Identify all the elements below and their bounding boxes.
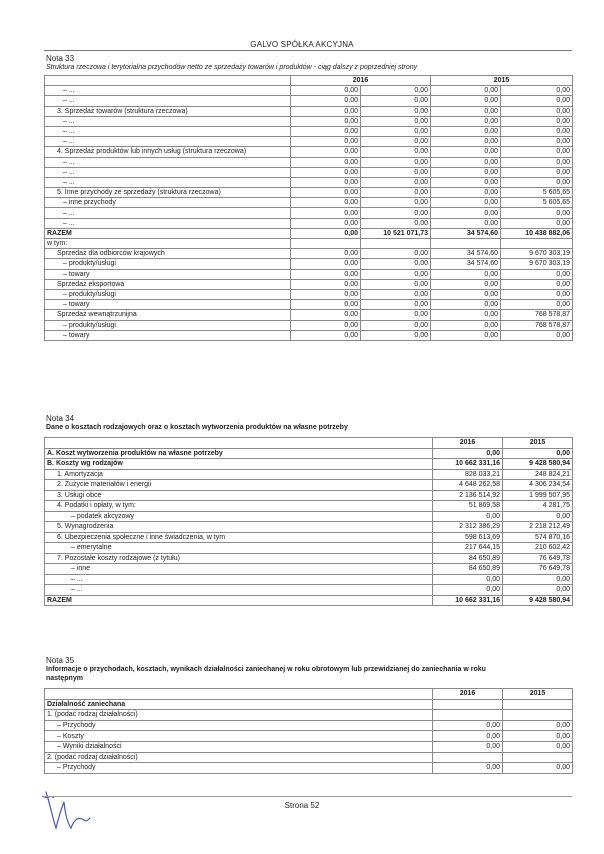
nota35-row (45, 731, 573, 742)
row-value: 0,00 (433, 574, 503, 585)
row-value: 0,00 (361, 320, 431, 330)
row-value: 0,00 (503, 731, 573, 742)
row-value: 4 281,75 (503, 501, 573, 512)
nota34-row (45, 574, 573, 585)
row-value (433, 710, 503, 721)
nota35-description-line2: następnym (46, 675, 83, 682)
row-label: – produkty/usługi (45, 259, 291, 269)
row-value: 0,00 (501, 147, 573, 157)
row-value: 0,00 (503, 585, 573, 596)
row-value: 10 438 882,06 (501, 228, 573, 238)
nota34-row (45, 522, 573, 533)
row-value: 5 605,65 (501, 188, 573, 198)
row-label: 6. Ubezpieczenia społeczne i inne świadczenia, w tym (45, 532, 433, 543)
row-label: RAZEM (45, 228, 291, 238)
row-value: 0,00 (503, 763, 573, 774)
row-label: – ... (45, 116, 291, 126)
row-value: 0,00 (361, 198, 431, 208)
row-value: 0,00 (361, 259, 431, 269)
row-label: – emerytalne (45, 543, 433, 554)
row-value: 0,00 (361, 300, 431, 310)
row-value: 0,00 (291, 96, 361, 106)
row-label: – towary (45, 330, 291, 340)
row-label: – Wyniki działalności (45, 741, 433, 752)
nota35-table (44, 688, 573, 774)
nota33-row (45, 330, 573, 340)
row-value (361, 239, 431, 249)
nota33-row (45, 86, 573, 96)
row-value: 0,00 (503, 741, 573, 752)
row-value: 0,00 (361, 106, 431, 116)
nota33-row (45, 218, 573, 228)
nota33-row (45, 116, 573, 126)
row-label: RAZEM (45, 595, 433, 606)
row-value: 4 306 234,54 (503, 480, 573, 491)
row-value: 0,00 (501, 137, 573, 147)
row-value: 0,00 (433, 511, 503, 522)
row-value: 0,00 (433, 741, 503, 752)
row-value: 0,00 (361, 218, 431, 228)
nota35-row (45, 710, 573, 721)
row-value: 0,00 (433, 731, 503, 742)
nota33-year2: 2015 (431, 76, 573, 86)
row-label: – towary (45, 269, 291, 279)
row-value: 2 218 212,49 (503, 522, 573, 533)
nota33-row (45, 289, 573, 299)
row-value: 0,00 (501, 167, 573, 177)
page-number: Strona 52 (284, 801, 320, 810)
nota34-row (45, 595, 573, 606)
row-value: 0,00 (503, 720, 573, 731)
nota33-header-blank (45, 76, 291, 86)
row-value: 0,00 (291, 167, 361, 177)
row-label: – ... (45, 574, 433, 585)
row-value: 0,00 (433, 763, 503, 774)
row-value: 0,00 (361, 177, 431, 187)
nota35-title: Nota 35 (46, 656, 75, 665)
row-value: 0,00 (501, 269, 573, 279)
row-value: 0,00 (501, 96, 573, 106)
row-value: 0,00 (291, 269, 361, 279)
row-value: 0,00 (503, 511, 573, 522)
row-value: 574 870,16 (503, 532, 573, 543)
row-value: 0,00 (291, 188, 361, 198)
nota34-row (45, 480, 573, 491)
row-value: 0,00 (291, 106, 361, 116)
row-label: 4. Sprzedaż produktów lub innych usług (struktura rzeczowa) (45, 147, 291, 157)
row-label: – ... (45, 96, 291, 106)
nota33-row (45, 228, 573, 238)
nota33-row (45, 167, 573, 177)
row-value: 9 428 580,94 (503, 595, 573, 606)
row-label: – Przychody (45, 763, 433, 774)
row-value: 0,00 (433, 720, 503, 731)
row-value: 0,00 (431, 116, 501, 126)
row-value: 0,00 (361, 157, 431, 167)
row-value: 0,00 (361, 96, 431, 106)
row-value: 0,00 (501, 86, 573, 96)
row-value: 0,00 (431, 320, 501, 330)
row-value: 9 670 303,19 (501, 249, 573, 259)
row-value (501, 239, 573, 249)
nota35-description-line1: Informacje o przychodach, kosztach, wynikach działalności zaniechanej w roku obrotowym lub przewidzianej do zaniechania w roku (46, 666, 486, 673)
nota33-row (45, 157, 573, 167)
nota33-row (45, 96, 573, 106)
nota35-year2: 2015 (503, 689, 573, 700)
nota33-row (45, 249, 573, 259)
row-value: 0,00 (361, 249, 431, 259)
nota33-row (45, 147, 573, 157)
nota35-header-row (45, 689, 573, 700)
nota33-year1: 2016 (291, 76, 431, 86)
row-value: 5 605,65 (501, 198, 573, 208)
row-value: 0,00 (291, 86, 361, 96)
row-label: Działalność zaniechana (45, 699, 433, 710)
row-label: 1. Amortyzacja (45, 469, 433, 480)
nota35-row (45, 741, 573, 752)
row-value: 0,00 (501, 279, 573, 289)
row-label: – ... (45, 157, 291, 167)
row-value: 768 578,87 (501, 310, 573, 320)
row-label: 3. Usługi obce (45, 490, 433, 501)
nota34-title: Nota 34 (46, 414, 75, 423)
row-value: 768 578,87 (501, 320, 573, 330)
nota34-year2: 2015 (503, 438, 573, 449)
nota33-row (45, 259, 573, 269)
row-label: – ... (45, 126, 291, 136)
row-value: 0,00 (431, 289, 501, 299)
row-value: 0,00 (431, 126, 501, 136)
row-value: 0,00 (501, 218, 573, 228)
nota34-table (44, 437, 573, 606)
row-value: 0,00 (291, 177, 361, 187)
row-value: 0,00 (291, 289, 361, 299)
row-label: – produkty/usługi (45, 289, 291, 299)
row-value: 84 650,89 (433, 564, 503, 575)
row-value: 0,00 (291, 137, 361, 147)
row-value: 248 824,21 (503, 469, 573, 480)
nota35-row (45, 720, 573, 731)
row-label: – produkty/usługi (45, 320, 291, 330)
row-value: 0,00 (291, 249, 361, 259)
row-value: 51 869,58 (433, 501, 503, 512)
row-label: – Przychody (45, 720, 433, 731)
row-label: 2. (podać rodzaj działalności) (45, 752, 433, 763)
row-value: 0,00 (501, 330, 573, 340)
row-value: 0,00 (501, 300, 573, 310)
row-value: 0,00 (361, 86, 431, 96)
nota34-row (45, 459, 573, 470)
row-value: 0,00 (291, 218, 361, 228)
row-value: 0,00 (431, 167, 501, 177)
nota34-row (45, 501, 573, 512)
nota34-row (45, 564, 573, 575)
nota33-row (45, 269, 573, 279)
row-value: 828 033,21 (433, 469, 503, 480)
row-label: – ... (45, 585, 433, 596)
row-value: 0,00 (291, 116, 361, 126)
row-value: 0,00 (431, 96, 501, 106)
row-value (503, 699, 573, 710)
row-label: – ... (45, 137, 291, 147)
row-label: – ... (45, 86, 291, 96)
row-value: 0,00 (503, 448, 573, 459)
row-value: 76 649,78 (503, 553, 573, 564)
row-value: 34 574,60 (431, 249, 501, 259)
row-value: 0,00 (431, 188, 501, 198)
nota34-year1: 2016 (433, 438, 503, 449)
row-value: 0,00 (431, 147, 501, 157)
row-label: 1. (podać rodzaj działalności) (45, 710, 433, 721)
nota33-row (45, 137, 573, 147)
row-value: 0,00 (501, 116, 573, 126)
row-value: 9 428 580,94 (503, 459, 573, 470)
nota34-row (45, 511, 573, 522)
row-label: 4. Podatki i opłaty, w tym: (45, 501, 433, 512)
row-value (433, 699, 503, 710)
nota33-row (45, 198, 573, 208)
row-value: 0,00 (361, 126, 431, 136)
row-label: w tym: (45, 239, 291, 249)
row-value: 0,00 (291, 330, 361, 340)
row-value: 0,00 (291, 310, 361, 320)
nota33-row (45, 106, 573, 116)
row-label: 2. Zużycie materiałów i energii (45, 480, 433, 491)
nota34-row (45, 553, 573, 564)
row-value: 0,00 (361, 116, 431, 126)
row-value: 34 574,60 (431, 228, 501, 238)
row-label: – towary (45, 300, 291, 310)
nota35-header-blank (45, 689, 433, 700)
row-label: – inne (45, 564, 433, 575)
nota33-description: Struktura rzeczowa i terytorialna przychodów netto ze sprzedaży towarów i produktów - ciąg dalszy z poprzedniej strony (46, 64, 418, 71)
nota33-row (45, 126, 573, 136)
nota34-header-blank (45, 438, 433, 449)
row-label: – inne przychody (45, 198, 291, 208)
row-value: 0,00 (291, 259, 361, 269)
row-value: 0,00 (291, 157, 361, 167)
row-value: 9 670 303,19 (501, 259, 573, 269)
row-value: 0,00 (291, 208, 361, 218)
row-value: 10 662 331,16 (433, 459, 503, 470)
row-value: 0,00 (431, 177, 501, 187)
nota34-row (45, 490, 573, 501)
footer-divider (44, 796, 572, 797)
header-divider (44, 50, 572, 51)
row-value: 0,00 (291, 147, 361, 157)
nota33-row (45, 188, 573, 198)
row-value (431, 239, 501, 249)
row-value: 0,00 (291, 300, 361, 310)
row-value: 1 999 507,95 (503, 490, 573, 501)
row-value: 0,00 (501, 177, 573, 187)
nota34-description: Dane o kosztach rodzajowych oraz o kosztach wytworzenia produktów na własne potrzeby (46, 424, 348, 431)
row-value: 0,00 (431, 106, 501, 116)
row-label: – ... (45, 177, 291, 187)
row-label: A. Koszt wytworzenia produktów na własne potrzeby (45, 448, 433, 459)
nota33-row (45, 239, 573, 249)
row-value: 0,00 (361, 137, 431, 147)
row-value: 0,00 (431, 330, 501, 340)
row-value (433, 752, 503, 763)
row-value (503, 710, 573, 721)
nota35-year1: 2016 (433, 689, 503, 700)
row-value: 0,00 (431, 218, 501, 228)
row-value: 76 649,78 (503, 564, 573, 575)
nota33-row (45, 300, 573, 310)
row-label: – Koszty (45, 731, 433, 742)
row-value: 4 648 262,58 (433, 480, 503, 491)
row-value: 0,00 (431, 157, 501, 167)
nota34-row (45, 532, 573, 543)
row-value (503, 752, 573, 763)
nota35-row (45, 699, 573, 710)
row-value: 217 644,15 (433, 543, 503, 554)
row-label: B. Koszty wg rodzajów (45, 459, 433, 470)
nota33-header-row (45, 76, 573, 86)
row-value: 210 602,42 (503, 543, 573, 554)
row-label: 3. Sprzedaż towarów (struktura rzeczowa) (45, 106, 291, 116)
nota33-row (45, 177, 573, 187)
row-label: – podatek akcyzowy (45, 511, 433, 522)
row-label: – ... (45, 167, 291, 177)
row-value: 0,00 (433, 585, 503, 596)
row-value: 0,00 (361, 310, 431, 320)
nota33-row (45, 208, 573, 218)
row-value: 2 136 514,92 (433, 490, 503, 501)
row-value: 0,00 (361, 279, 431, 289)
nota33-row (45, 279, 573, 289)
nota33-row (45, 310, 573, 320)
nota33-table (44, 75, 573, 341)
row-value: 0,00 (291, 228, 361, 238)
row-value: 0,00 (431, 310, 501, 320)
row-value: 0,00 (361, 269, 431, 279)
row-value: 0,00 (361, 289, 431, 299)
row-label: 7. Pozostałe koszty rodzajowe (z tytułu) (45, 553, 433, 564)
row-value: 0,00 (361, 147, 431, 157)
row-value: 0,00 (431, 279, 501, 289)
row-value: 0,00 (361, 330, 431, 340)
nota33-row (45, 320, 573, 330)
row-label: Sprzedaż eksportowa (45, 279, 291, 289)
row-value: 10 662 331,16 (433, 595, 503, 606)
row-label: – ... (45, 208, 291, 218)
row-value: 0,00 (431, 300, 501, 310)
nota34-row (45, 585, 573, 596)
row-value: 84 650,89 (433, 553, 503, 564)
row-value: 0,00 (501, 126, 573, 136)
row-label: Sprzedaż dla odbiorców krajowych (45, 249, 291, 259)
row-label: Sprzedaż wewnątrzunijna (45, 310, 291, 320)
row-value: 598 613,69 (433, 532, 503, 543)
row-value: 0,00 (503, 574, 573, 585)
row-value: 0,00 (361, 208, 431, 218)
row-value: 0,00 (501, 157, 573, 167)
row-label: 5. Wynagrodzenia (45, 522, 433, 533)
row-value: 0,00 (431, 208, 501, 218)
row-value: 0,00 (501, 106, 573, 116)
nota35-row (45, 763, 573, 774)
nota35-row (45, 752, 573, 763)
row-value: 0,00 (431, 137, 501, 147)
row-value: 0,00 (361, 188, 431, 198)
nota34-header-row (45, 438, 573, 449)
row-value: 0,00 (501, 289, 573, 299)
nota34-row (45, 469, 573, 480)
row-value: 0,00 (291, 198, 361, 208)
company-header: GALVO SPÓŁKA AKCYJNA (250, 40, 354, 49)
row-value: 10 521 071,73 (361, 228, 431, 238)
row-label: 5. Inne przychody ze sprzedaży (struktura rzeczowa) (45, 188, 291, 198)
row-value: 0,00 (291, 320, 361, 330)
row-value: 0,00 (361, 167, 431, 177)
row-value: 0,00 (291, 279, 361, 289)
nota34-row (45, 448, 573, 459)
row-value: 34 574,60 (431, 259, 501, 269)
row-value: 0,00 (291, 126, 361, 136)
row-value: 0,00 (431, 86, 501, 96)
nota34-row (45, 543, 573, 554)
row-value: 0,00 (433, 448, 503, 459)
row-value (291, 239, 361, 249)
row-label: – ... (45, 218, 291, 228)
row-value: 0,00 (431, 269, 501, 279)
nota33-title: Nota 33 (46, 54, 75, 63)
row-value: 0,00 (431, 198, 501, 208)
row-value: 2 312 386,29 (433, 522, 503, 533)
row-value: 0,00 (501, 208, 573, 218)
